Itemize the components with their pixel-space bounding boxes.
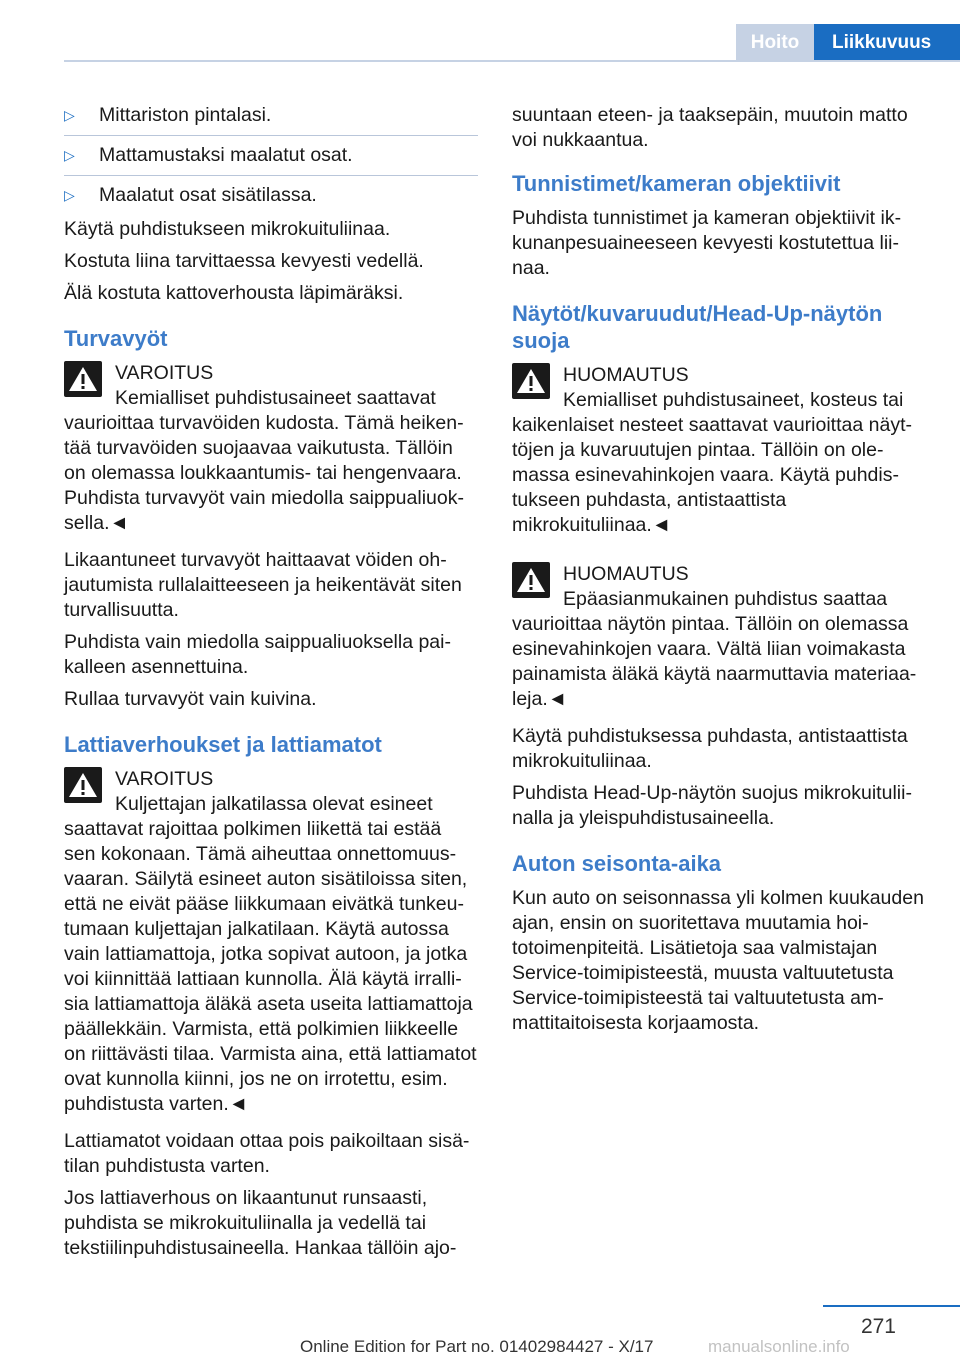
list-item-text: Maalatut osat sisätilassa.: [99, 184, 317, 206]
triangle-right-icon: ▷: [64, 187, 75, 203]
section-heading-tunnistimet: Tunnistimet/kameran objektiivit: [512, 171, 841, 196]
edition-footer: Online Edition for Part no. 01402984427 - X/17: [300, 1337, 654, 1356]
section-heading-lattia: Lattiaverhoukset ja lattiamatot: [64, 732, 382, 757]
paragraph: Käytä puhdistukseen mikrokuituliinaa.: [64, 218, 391, 240]
footer-divider: [823, 1305, 960, 1307]
warning-text: vaurioittaa näytön pintaa. Tällöin on olemassa esinevahinkojen vaara. Vältä liian voimakasta painamista äläkä käytä naarmuttavia materiaaleja.◄: [512, 613, 917, 710]
paragraph: Puhdista tunnistimet ja kameran objektiivit ikkunanpesuaineeseen kevyesti kostutettua liinaa.: [512, 207, 902, 279]
list-item: [64, 183, 478, 215]
paragraph: suuntaan eteen- ja taaksepäin, muutoin matto voi nukkaantua.: [512, 104, 908, 151]
section-heading-naytot: Näytöt/kuvaruudut/Head-Up-näytön suoja: [512, 301, 883, 353]
paragraph: Likaantuneet turvavyöt haittaavat vöiden ohjautumista rullalaitteeseen ja heikentävät siten turvallisuutta.: [64, 549, 462, 621]
list-item-text: Mittariston pintalasi.: [99, 104, 272, 126]
list-item: [64, 103, 478, 136]
paragraph: Rullaa turvavyöt vain kuivina.: [64, 688, 317, 710]
paragraph: Jos lattiaverhous on likaantunut runsaasti, puhdista se mikrokuituliinalla ja vedellä tai tekstiilinpuhdistusaineella. Hankaa tällöin ajo-: [64, 1187, 457, 1259]
warning-text-first-line: Epäasianmukainen puhdistus saattaa: [563, 588, 888, 610]
tab-liikkuvuus[interactable]: Liikkuvuus: [814, 24, 960, 62]
paragraph: Käytä puhdistuksessa puhdasta, antistaattista mikrokuituliinaa.: [512, 725, 908, 772]
warning-block: [512, 562, 926, 712]
paragraph: Lattiamatot voidaan ottaa pois paikoiltaan sisätilan puhdistusta varten.: [64, 1130, 470, 1177]
warning-triangle-icon: [64, 361, 102, 397]
warning-block: [64, 767, 478, 1117]
warning-label: VAROITUS: [115, 768, 214, 790]
warning-label: HUOMAUTUS: [563, 364, 689, 386]
warning-label: VAROITUS: [115, 362, 214, 384]
list-item-text: Mattamustaksi maalatut osat.: [99, 144, 353, 166]
paragraph: Kun auto on seisonnassa yli kolmen kuukauden ajan, ensin on suoritettava muutamia hoitotoimenpiteitä. Lisätietoja saa valmistajan Service-toimipisteestä, muusta valtuutetusta Service-toimipisteestä tai valtuutetusta ammattitaitoisesta korjaamosta.: [512, 887, 924, 1034]
warning-text: saattavat rajoittaa polkimen liikettä tai estää sen kokonaan. Tämä aiheuttaa onnettomuusvaaran. Säilytä esineet auton sisätiloissa siten, että ne eivät pääse liikkumaan eivätkä tunkeutumaan kuljettajan jalkatilaan. Käytä autossa vain lattiamattoja, jotka sopivat autoon, ja jotka voi kiinnittää lattiaan kunnolla. Älä käytä irrallisia lattiamattoja äläkä aseta useita lattiamattoja päällekkäin. Varmista, että polkimien liikkeelle on riittävästi tilaa. Varmista aina, että lattiamatot ovat kunnolla kiinni, jos ne on irrotettu, esim. puhdistusta varten.◄: [64, 818, 477, 1115]
header-divider: [64, 60, 960, 62]
watermark: manualsonline.info: [708, 1337, 850, 1356]
warning-triangle-icon: [512, 562, 550, 598]
warning-text-first-line: Kemialliset puhdistusaineet saattavat: [115, 387, 436, 409]
warning-text-first-line: Kemialliset puhdistusaineet, kosteus tai: [563, 389, 904, 411]
header-tabs: [736, 24, 960, 62]
warning-triangle-icon: [64, 767, 102, 803]
warning-triangle-icon: [512, 363, 550, 399]
warning-text: kaikenlaiset nesteet saattavat vaurioittaa näyttöjen ja kuvaruutujen pintaa. Tällöin on olemassa esinevahinkojen vaara. Käytä puhdistukseen puhdasta, antistaattista mikrokuituliinaa.◄: [512, 414, 912, 536]
right-column: [512, 103, 926, 1043]
tab-hoito[interactable]: Hoito: [736, 24, 814, 62]
paragraph: Puhdista vain miedolla saippualiuoksella paikalleen asennettuina.: [64, 631, 451, 678]
paragraph: Älä kostuta kattoverhousta läpimäräksi.: [64, 282, 404, 304]
triangle-right-icon: ▷: [64, 107, 75, 123]
warning-block: [64, 361, 478, 536]
warning-label: HUOMAUTUS: [563, 563, 689, 585]
section-heading-turvavyot: Turvavyöt: [64, 326, 168, 351]
paragraph: Kostuta liina tarvittaessa kevyesti vedellä.: [64, 250, 424, 272]
section-heading-seisonta: Auton seisonta-aika: [512, 851, 722, 876]
triangle-right-icon: ▷: [64, 147, 75, 163]
left-column: [64, 103, 478, 1268]
warning-text: vaurioittaa turvavöiden kudosta. Tämä heikentää turvavöiden suojaavaa vaikutusta. Tällöin on olemassa loukkaantumis- tai hengenvaara. Puhdista turvavyöt vain miedolla saippualiuoksella.◄: [64, 412, 464, 534]
page-number: 271: [860, 1315, 896, 1338]
warning-text-first-line: Kuljettajan jalkatilassa olevat esineet: [115, 793, 433, 815]
warning-block: [512, 363, 926, 538]
paragraph: Puhdista Head-Up-näytön suojus mikrokuituliinalla ja yleispuhdistusaineella.: [512, 782, 912, 829]
list-item: [64, 143, 478, 176]
